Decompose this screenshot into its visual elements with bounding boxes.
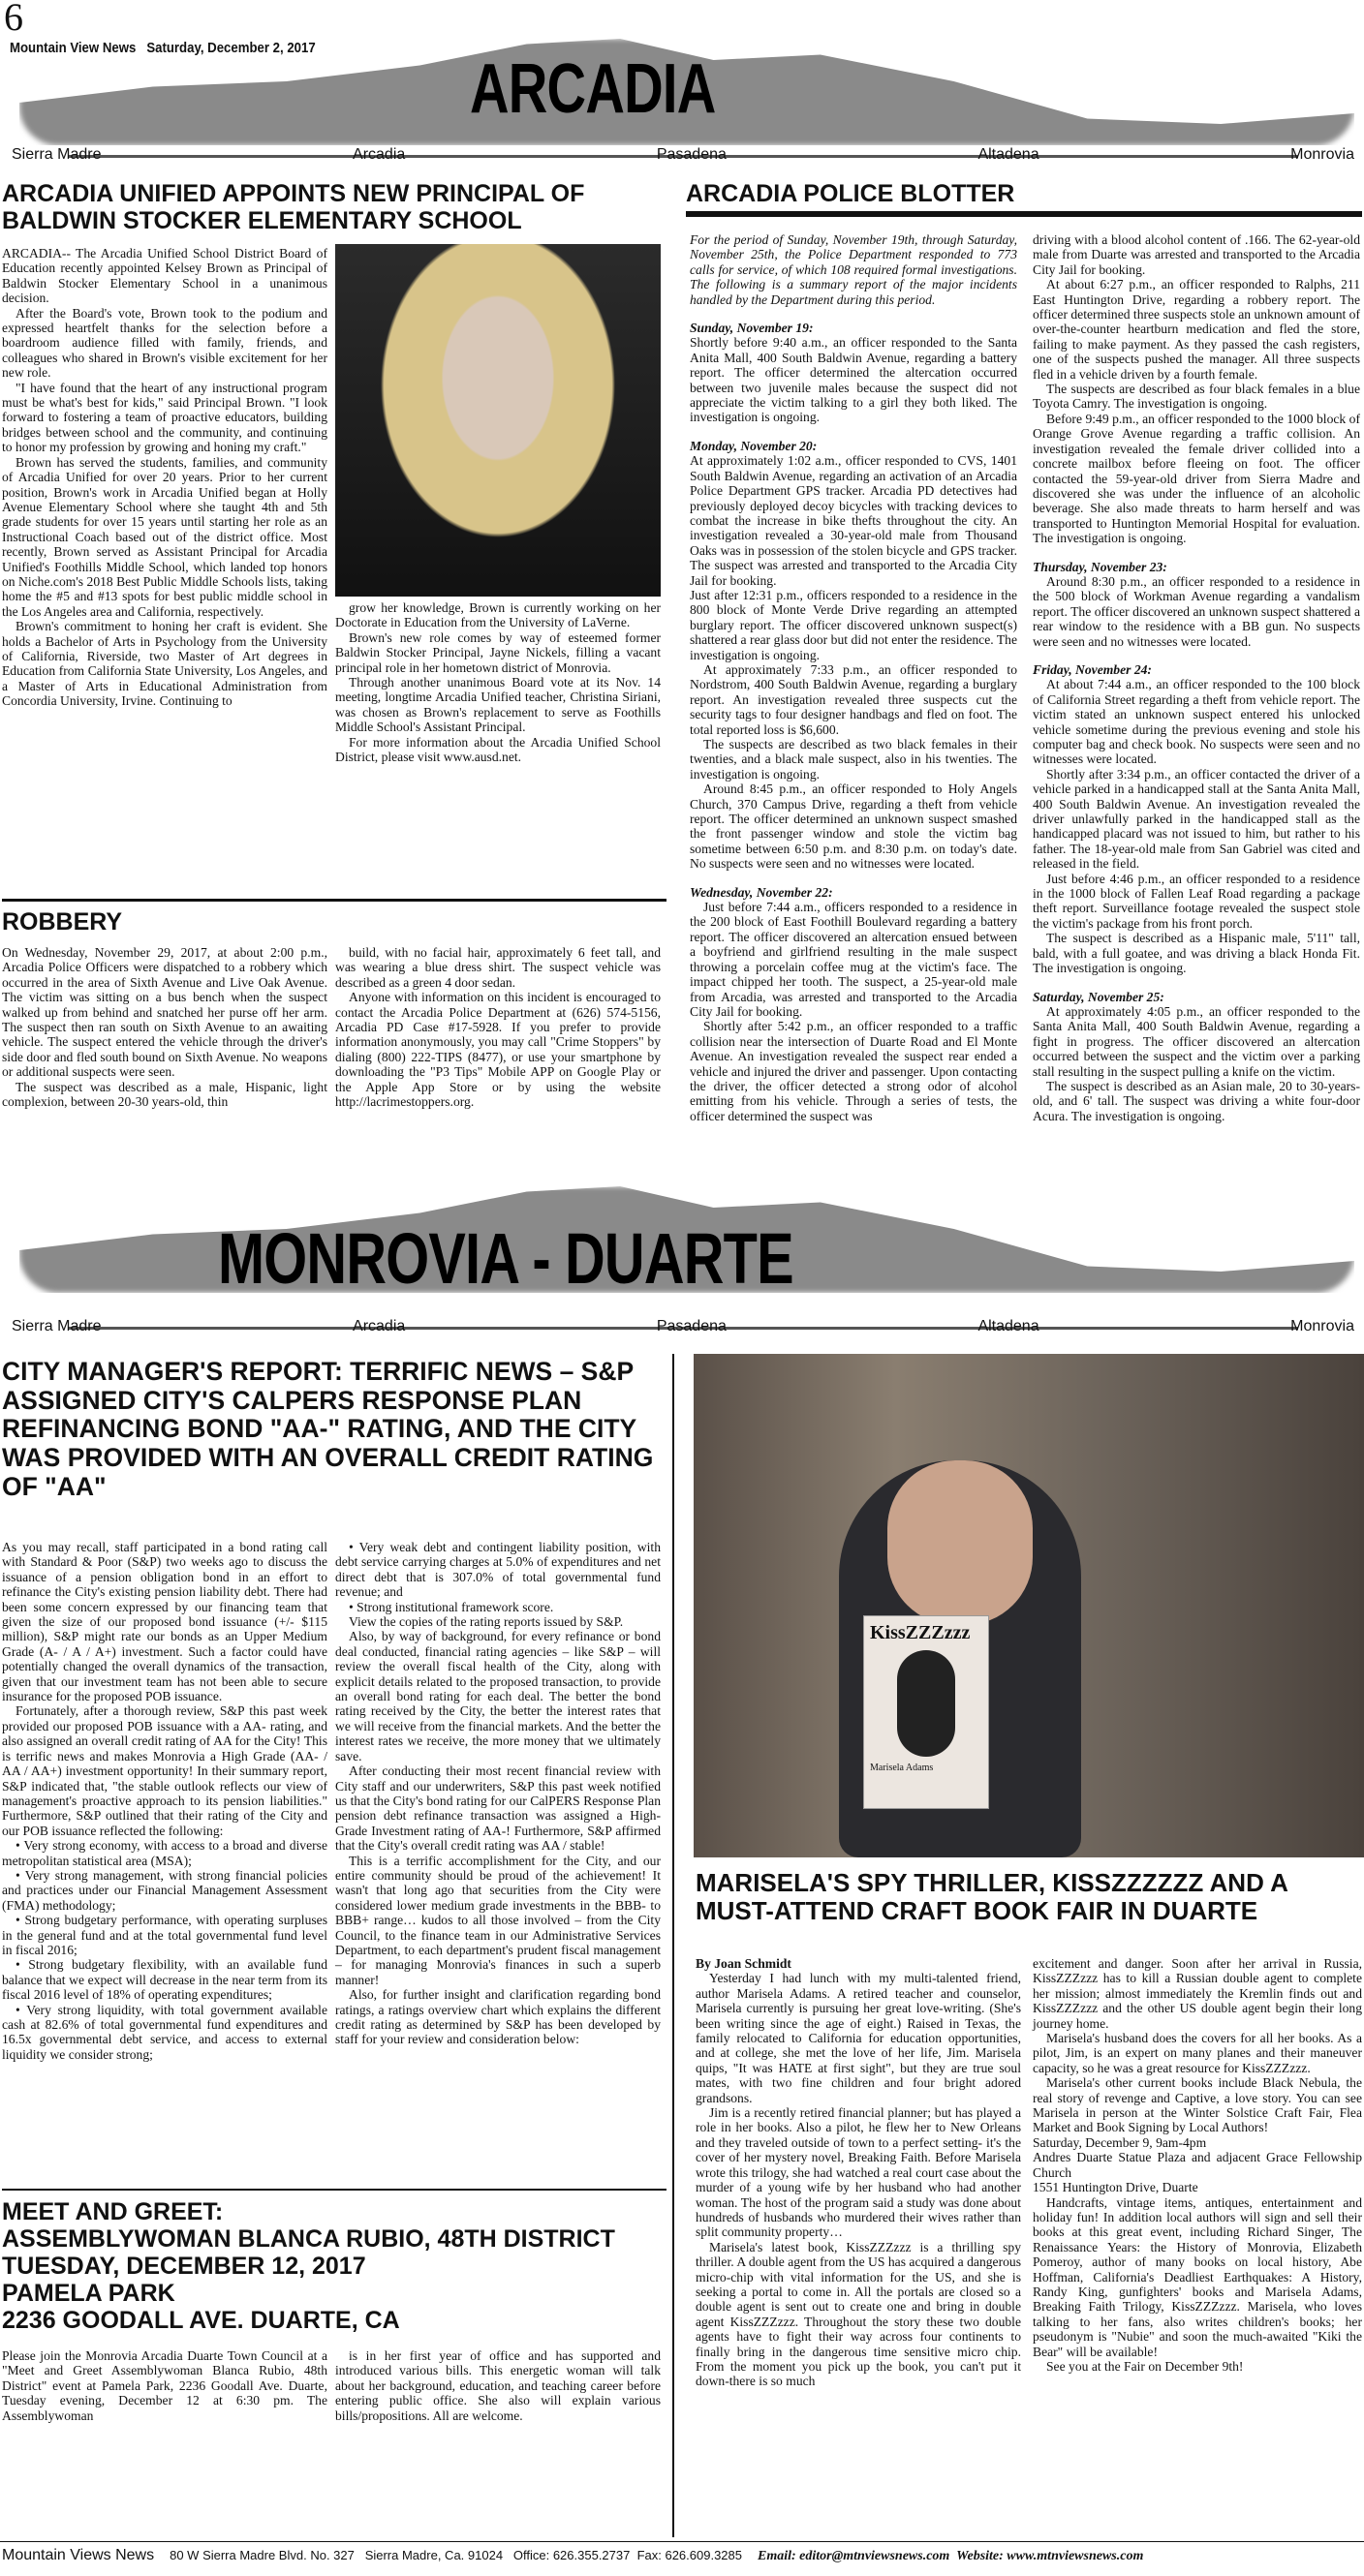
headline-line: 2236 GOODALL AVE. DUARTE, CA <box>2 2307 400 2334</box>
paragraph: The suspect is described as a Hispanic male, 5'11" tall, bald, with a full goatee, and was driving a black Honda Fit. The investigation is ongoing. <box>1033 931 1360 976</box>
paragraph: See you at the Fair on December 9th! <box>1046 2358 1244 2374</box>
principal-photo <box>335 244 661 597</box>
principal-col2 <box>335 600 661 764</box>
day-heading: Monday, November 20: <box>690 438 818 453</box>
headline-line: ASSEMBLYWOMAN BLANCA RUBIO, 48TH DISTRICT <box>2 2225 615 2253</box>
paragraph: build, with no facial hair, approximately 6 feet tall, and was wearing a blue dress shirt. The suspect vehicle was described as a green 4 door sedan. <box>335 945 661 990</box>
paragraph: Just before 7:44 a.m., officers responded to a residence in the 200 block of East Foothill Boulevard regarding a battery report. The officer discovered an altercation ensued between a boyfriend and girlfriend resulting in the male suspect throwing a porcelain coffee mug at the victim's face. The impact chipped her tooth. The suspect, a 25-year-old male from Arcadia, was arrested and transported to the Arcadia City Jail for booking. <box>690 900 1017 1019</box>
city-label: Pasadena <box>656 1318 727 1334</box>
paragraph: By Joan Schmidt <box>696 1956 791 1971</box>
paragraph: • Very strong management, with strong financial policies and practices under our Financial Management Assessment (FMA) methodology; <box>2 1867 327 1913</box>
paper-date: Mountain View News Saturday, December 2, 2017 <box>10 40 316 56</box>
paragraph: The suspects are described as four black females in a blue Toyota Camry. The investigation is ongoing. <box>1033 382 1360 412</box>
blotter-col2 <box>1033 232 1360 1123</box>
paragraph: Just before 4:46 p.m., an officer responded to a residence in the 1000 block of Fallen Leaf Road regarding a package theft report. Surveillance footage revealed the suspect stole the victim's package from his front porch. <box>1033 871 1360 931</box>
book-cover-face <box>897 1650 955 1757</box>
paragraph: Marisela's latest book, KissZZZzzz is a thrilling spy thriller. A double agent from the US has acquired a dangerous micro-chip with vital information for the US, and she is seeking a portal to come in. All the portals are closed so a double agent is sent out to create one and bring in double agent KissZZZzzz. Throughout the story these two double agents have to fight their way across four continents to finally bring in the dangerous time sensitive micro chip. From the moment you pick up the book, you can't put it down-there is so much <box>696 2239 1021 2389</box>
paragraph: Around 8:30 p.m., an officer responded to a residence in the 500 block of Workman Avenue regarding a vandalism report. The officer discovered an unknown suspect shattered a rear window to the residence with a BB gun. No suspects were seen and no witnesses were located. <box>1033 573 1360 649</box>
divider <box>2 2189 666 2191</box>
paragraph: ARCADIA-- The Arcadia Unified School District Board of Education recently appointed Kelsey Brown as Principal of Baldwin Stocker Elementary School in a unanimous decision. <box>2 246 327 306</box>
paragraph: Marisela's husband does the covers for all her books. As a pilot, Jim, is an expert on many planes and their maneuver capacity, so he was a great resource for KissZZZzzz. <box>1033 2031 1362 2075</box>
paragraph: Anyone with information on this incident is encouraged to contact the Arcadia Police Department at (626) 574-5156, Arcadia PD Case #17-5928. If you prefer to provide information anonymously, you may call "Crime Stoppers" by dialing (800) 222-TIPS (8477), or use your smartphone by downloading the "P3 Tips" Mobile APP on Google Play or the Apple App Store or by using the website http://lacrimestoppers.org. <box>335 990 661 1110</box>
paragraph: • Very strong liquidity, with total government available cash at 82.6% of total governmental fund expenditures and 16.5x governmental debt service, and access to external liquidity we consider strong; <box>2 2002 327 2062</box>
paragraph: 1551 Huntington Drive, Duarte <box>1033 2180 1198 2195</box>
marisela-col1 <box>696 1956 1021 2389</box>
city-line <box>10 1317 1356 1336</box>
paragraph: This is a terrific accomplishment for the City, and our entire community should be proud of the achievement! It wasn't that long ago that securities from the City were considered lower medium grade investments in the BBB- to BBB+ range… kudos to all those involved – from the City Council, to the finance team in our Administrative Services Department, to each department's prudent fiscal management – for managing Monrovia's finances in such a superb manner! <box>335 1853 661 1987</box>
book-author: Marisela Adams <box>870 1763 934 1773</box>
section-title: MONROVIA - DUARTE <box>218 1218 793 1299</box>
paragraph: Please join the Monrovia Arcadia Duarte Town Council at a "Meet and Greet Assemblywoman Blanca Rubio, 48th District" event at Pamela Park, 2236 Goodall Ave. Duarte, Tuesday evening, December 12 at 6:30 pm. The Assemblywoman <box>2 2348 327 2423</box>
city-label: Sierra Madre <box>12 146 102 163</box>
headline-line: TUESDAY, DECEMBER 12, 2017 <box>2 2253 366 2280</box>
paragraph: Handcrafts, vintage items, antiques, entertainment and holiday fun! In addition local authors will sign and sell their books at this great event, including Richard Singer, The Renaissance Years: the History of Monrovia, Elizabeth Pomeroy, author of many books on local history, Abe Hoffman, California's Deadliest Earthquakes: A History, Randy King, gunfighters' books and Marisela Adams, Breaking Faith Trilogy, KissZZZzzz. Marisela, who loves talking to her fans, also writes children's books; her pseudonym is "Nubie" and soon the much-awaited "Kiki the Bear" will be available! <box>1033 2194 1362 2359</box>
city-manager-col1 <box>2 1540 327 2062</box>
monrovia-duarte-masthead <box>0 1167 1364 1351</box>
city-label: Sierra Madre <box>12 1318 102 1334</box>
paragraph: Shortly after 5:42 p.m., an officer responded to a traffic collision near the intersection of Duarte Road and El Monte Avenue. An investigation revealed the suspect rear ended a vehicle and injured the driver and passenger. Upon contacting the driver, the officer detected a strong odor of alcohol emitting from his vehicle. Through a series of tests, the officer determined the suspect was <box>690 1019 1017 1123</box>
paragraph: • Very weak debt and contingent liability position, with debt service carrying charges at 5.0% of expenditures and net direct debt that is 307.0% of total governmental fund revenue; and <box>335 1540 661 1600</box>
paragraph: The suspects are described as two black females in their twenties, and a black male suspect, also in his twenties. The investigation is ongoing. <box>690 737 1017 782</box>
city-label: Pasadena <box>656 146 727 163</box>
robbery-col2 <box>335 945 661 1109</box>
paragraph: grow her knowledge, Brown is currently working on her Doctorate in Education from the University of LaVerne. <box>335 600 661 630</box>
paragraph: For more information about the Arcadia Unified School District, please visit www.ausd.net. <box>335 734 661 765</box>
paragraph: After the Board's vote, Brown took to the podium and expressed heartfelt thanks for the selection before a boardroom audience filled with family, friends, and colleagues who shared in Brown's visible excitement for her new role. <box>2 305 327 381</box>
paragraph: Jim is a recently retired financial planner; but has played a role in her books. Also a pilot, he flew her to New Orleans and they traveled outside of town to a perfect setting- it's the cover of her mystery novel, Breaking Faith. Before Marisela wrote this trilogy, she had watched a real court case about the murder of a young wife by her husband who had another woman. The host of the program said a study was done about hundreds of husbands who murdered their wives rather than split community property… <box>696 2105 1021 2240</box>
paragraph: Around 8:45 p.m., an officer responded to Holy Angels Church, 370 Campus Drive, regarding a theft from vehicle report. The officer determined an unknown suspect smashed the front passenger window and stole the victim bag sometime between 6:50 p.m. and 8:30 p.m. on today's date. No suspects were seen and no witnesses were located. <box>690 782 1017 872</box>
paragraph: Marisela's other current books include Black Nebula, the real story of revenge and Captive, a love story. You can see Marisela in person at the Winter Solstice Craft Fair, Flea Market and Book Signing by Local Authors! <box>1033 2075 1362 2135</box>
robbery-col1 <box>2 945 327 1109</box>
paragraph: Also, for further insight and clarification regarding bond ratings, a ratings overview chart which explains the different credit rating as determined by S&P has been developed by staff for your review and consideration below: <box>335 1987 661 2047</box>
city-manager-col2 <box>335 1540 661 2047</box>
paragraph: Just after 12:31 p.m., officers responded to a residence in the 800 block of Monte Verde Drive regarding an attempted burglary report. The officer discovered unknown suspect(s) shattered a rear glass door but did not enter the residence. The investigation is ongoing. <box>690 587 1017 662</box>
arcadia-masthead <box>0 0 1364 194</box>
city-label: Altadena <box>977 1318 1039 1334</box>
city-label: Arcadia <box>353 146 406 163</box>
paragraph: • Strong institutional framework score. <box>349 1599 554 1614</box>
footer-contact[interactable]: Email: editor@mtnviewsnews.com Website: www.mtnviewsnews.com <box>758 2549 1144 2563</box>
paragraph: Yesterday I had lunch with my multi-talented friend, author Marisela Adams. A retired teacher and counselor, Marisela currently is pursuing her great love-writing. (She's been writing since the age of eight.) Raised in Texas, the family relocated to California for education opportunities, and at college, she met the love of her life, Jim. Marisela quips, "It was HATE at first sight", but they are true soul mates, with two fine children and four bright adored grandsons. <box>696 1971 1021 2105</box>
book-cover <box>863 1615 989 1809</box>
day-heading: Friday, November 24: <box>1033 661 1152 677</box>
city-label: Arcadia <box>353 1318 406 1334</box>
principal-col1 <box>2 246 327 709</box>
paragraph: • Strong budgetary performance, with operating surpluses in the general fund and at the total governmental fund level in fiscal 2016; <box>2 1913 327 1957</box>
city-manager-headline: CITY MANAGER'S REPORT: TERRIFIC NEWS – S&P ASSIGNED CITY'S CALPERS RESPONSE PLAN REFINANCING BOND "AA-" RATING, AND THE CITY WAS PROVIDED WITH AN OVERALL CREDIT RATING OF "AA" <box>2 1357 654 1501</box>
paragraph: At approximately 4:05 p.m., an officer responded to the Santa Anita Mall, 400 South Baldwin Avenue, regarding a fight in progress. The officer discovered an altercation occurred between the suspect and the victim over a parking stall resulting in the suspect pulling a knife on the victim. <box>1033 1003 1360 1079</box>
day-heading: Wednesday, November 22: <box>690 884 833 900</box>
paragraph: As you may recall, staff participated in a bond rating call with Standard & Poor (S&P) two weeks ago to discuss the issuance of a pension obligation bond in an effort to refinance the City's existing pension liability debt. There had been some concern expressed by our financing team that given the size of our proposed bond issuance (+/- $115 million), S&P might rate our bonds as an Upper Medium Grade (A- / A / A+) investment. Such a factor could have potentially changed the overall dynamics of the transaction, given that our investment team has not been able to secure insurance for the proposed POB issuance. <box>2 1540 327 1704</box>
paragraph: At about 7:44 a.m., an officer responded to the 100 block of California Street regarding a theft from vehicle report. The victim stated an unknown suspect entered his unlocked vehicle sometime during the previous evening and stole his computer bag and check book. No suspects were seen and no witnesses were located. <box>1033 677 1360 767</box>
meet-col1 <box>2 2348 327 2423</box>
paragraph: Brown has served the students, families, and community of Arcadia Unified for over 20 years. Prior to her current position, Brown's work in Arcadia Unified began at Holly Avenue Elementary School where she taught 4th and 5th grade students for over 15 years until starting her role as an Instructional Coach based out of the district office. Most recently, Brown served as Assistant Principal for Arcadia Unified's Foothills Middle School, which landed top honors on Niche.com's 2018 Best Public Middle Schools lists, taking home the #5 and #13 spots for best public middle school in the Los Angeles area and California, respectively. <box>2 454 327 619</box>
paragraph: Shortly after 3:34 p.m., an officer contacted the driver of a vehicle parked in a handicapped stall at the Santa Anita Mall, 400 South Baldwin Avenue. An investigation revealed the driver unlawfully parked in the handicapped stall as the handicapped placard was not issued to him, but rather to his father. The 18-year-old male from San Gabriel was cited and released in the field. <box>1033 766 1360 872</box>
paragraph: At approximately 1:02 a.m., officer responded to CVS, 1401 South Baldwin Avenue, regarding an activation of an Arcadia Police Department GPS tracker. Arcadia PD detectives had previously deployed decoy bicycles with tracking devices to combat the increase in bike thefts throughout the city. An investigation revealed a 30-year-old male from Thousand Oaks was in possession of the stolen bicycle and GPS tracker. The suspect was arrested and transported to the Arcadia City Jail for booking. <box>690 453 1017 588</box>
paragraph: • Strong budgetary flexibility, with an available fund balance that we expect will decrease in the near term from its fiscal 2016 level of 18% of operating expenditures; <box>2 1957 327 2003</box>
paragraph: At about 6:27 p.m., an officer responded to Ralphs, 211 East Huntington Drive, regarding a robbery report. The officer determined three suspects stole an unknown amount of over-the-counter heartburn medication and fled the store, failing to make payment. As they passed the cash registers, one of the suspects pushed the manager. All three suspects fled in a vehicle driven by a fourth female. <box>1033 277 1360 382</box>
paragraph: Brown's new role comes by way of esteemed former Baldwin Stocker Principal, Jayne Nickels, filling a vacant principal role in her hometown district of Monrovia. <box>335 629 661 675</box>
robbery-headline: ROBBERY <box>2 908 123 935</box>
blotter-headline: ARCADIA POLICE BLOTTER <box>686 180 1015 207</box>
marisela-col2 <box>1033 1956 1362 2374</box>
day-heading: Saturday, November 25: <box>1033 989 1164 1004</box>
paragraph: After conducting their most recent financial review with City staff and our underwriters, S&P this past week notified us that the City's bond rating for our CalPERS Response Plan pension debt refinance transaction was assigned a High-Grade Investment rating of AA-! Furthermore, S&P affirmed that the City's overall credit rating was AA / stable! <box>335 1763 661 1854</box>
city-line <box>10 145 1356 165</box>
paragraph: On Wednesday, November 29, 2017, at about 2:00 p.m., Arcadia Police Officers were dispatched to a robbery which occurred in the area of Sixth Avenue and Live Oak Avenue. The victim was sitting on a bus bench when the suspect walked up from behind and snatched her purse off her arm. The suspect then ran south on Sixth Avenue to an awaiting vehicle. The suspect entered the vehicle through the driver's side door and fled south bound on Sixth Avenue. No weapons or additional suspects were seen. <box>2 945 327 1080</box>
person-face <box>887 1460 1033 1625</box>
section-title: ARCADIA <box>470 50 716 128</box>
column-divider <box>672 1354 674 2537</box>
headline-line: MEET AND GREET: <box>2 2198 224 2225</box>
divider <box>686 211 1362 217</box>
divider <box>0 2541 1364 2542</box>
paragraph: excitement and danger. Soon after her arrival in Russia, KissZZZzzz has to kill a Russian double agent to complete her mission; almost immediately the Kremlin finds out and KissZZZzzz and the other US double agent begin their long journey home. <box>1033 1956 1362 2031</box>
paragraph: Brown's commitment to honing her craft is evident. She holds a Bachelor of Arts in Psychology from the University of California, Riverside, two Master of Art degrees in Education from California State University, Los Angeles, and a Master of Arts in Educational Administration from Concordia University, Irvine. Continuing to <box>2 619 327 709</box>
book-title: KissZZZzzz <box>870 1622 971 1643</box>
paragraph: For the period of Sunday, November 19th, through Saturday, November 25th, the Police Department responded to 773 calls for service, of which 108 required formal investigations. The following is a summary report of the major incidents handled by the Department during this period. <box>690 232 1017 307</box>
day-heading: Thursday, November 23: <box>1033 559 1167 574</box>
footer-name: Mountain Views News <box>2 2547 155 2563</box>
paragraph: • Very strong economy, with access to a broad and diverse metropolitan statistical area (MSA); <box>2 1838 327 1868</box>
paragraph: driving with a blood alcohol content of .166. The 62-year-old male from Duarte was arrested and transported to the Arcadia City Jail for booking. <box>1033 232 1360 277</box>
blotter-col1 <box>690 232 1017 1123</box>
paragraph: Through another unanimous Board vote at its Nov. 14 meeting, longtime Arcadia Unified teacher, Christina Siriani, was chosen as Brown's replacement to serve as Foothills Middle School's Assistant Principal. <box>335 675 661 735</box>
marisela-headline: MARISELA'S SPY THRILLER, KISSZZZZZZ AND A MUST-ATTEND CRAFT BOOK FAIR IN DUARTE <box>696 1868 1287 1926</box>
footer-address: 80 W Sierra Madre Blvd. No. 327 Sierra Madre, Ca. 91024 Office: 626.355.2737 Fax: 626.609.3285 <box>170 2548 742 2562</box>
paragraph: The suspect was described as a male, Hispanic, light complexion, between 20-30 years-old, thin <box>2 1079 327 1110</box>
footer <box>2 2547 1362 2564</box>
paragraph: At approximately 7:33 p.m., an officer responded to Nordstrom, 400 South Baldwin Avenue, regarding a burglary report. An investigation revealed three suspects cut the security tags to four designer handbags and fled on foot. The total reported loss is $6,600. <box>690 661 1017 737</box>
day-heading: Sunday, November 19: <box>690 321 814 336</box>
paragraph: Also, by way of background, for every refinance or bond deal conducted, financial rating agencies – like S&P – will review the overall fiscal health of the City, along with explicit details related to the proposed transaction, to provide an overall bond rating for each deal. The better the bond rating received by the City, the better the interest rates that we will receive from the financial markets. And the better the interest rates we receive, the more money that we ultimately save. <box>335 1629 661 1763</box>
principal-headline: ARCADIA UNIFIED APPOINTS NEW PRINCIPAL OF BALDWIN STOCKER ELEMENTARY SCHOOL <box>2 180 585 234</box>
paragraph: View the copies of the rating reports issued by S&P. <box>349 1614 624 1630</box>
paragraph: Shortly before 9:40 a.m., an officer responded to the Santa Anita Mall, 400 South Baldwin Avenue, regarding a battery report. The officer determined the altercation occurred between two juvenile males because the suspect did not appreciate the victim talking to a girl they both liked. The investigation is ongoing. <box>690 335 1017 425</box>
headline-line: PAMELA PARK <box>2 2280 175 2307</box>
paragraph: Before 9:49 p.m., an officer responded to the 1000 block of Orange Grove Avenue regarding a traffic collision. An investigation revealed the female driver collided into a concrete mailbox before fleeing on foot. The officer contacted the 59-year-old driver from Sierra Madre and discovered she was under the influence of an alcoholic beverage. She also made threats to harm herself and was transported to Huntington Memorial Hospital for evaluation. The investigation is ongoing. <box>1033 411 1360 546</box>
meet-col2 <box>335 2348 661 2423</box>
marisela-photo <box>694 1354 1364 1857</box>
paragraph: Saturday, December 9, 9am-4pm <box>1033 2134 1207 2150</box>
paragraph: "I have found that the heart of any instructional program must be what's best for kids," said Principal Brown. "I look forward to fostering a team of proactive educators, building bridges between school and the community, and continuing to honor my profession by growing and honing my craft." <box>2 380 327 455</box>
meet-headline <box>2 2198 670 2334</box>
page-number: 6 <box>4 0 23 39</box>
city-label: Monrovia <box>1290 1318 1354 1334</box>
city-label: Altadena <box>977 146 1039 163</box>
paragraph: Andres Duarte Statue Plaza and adjacent Grace Fellowship Church <box>1033 2150 1362 2180</box>
city-label: Monrovia <box>1290 146 1354 163</box>
paragraph: is in her first year of office and has supported and introduced various bills. This energetic woman will talk about her background, education, and teaching career before entering public office. She also will explain various bills/propositions. All are welcome. <box>335 2348 661 2423</box>
paragraph: Fortunately, after a thorough review, S&P this past week provided our proposed POB issuance with a AA- rating, and also assigned an overall credit rating of AA for the City! This is terrific news and makes Monrovia a High Grade (AA- / AA / AA+) investment opportunity! In their summary report, S&P indicated that, "the stable outlook reflects our view of management's proactive approach to its pension liabilities." Furthermore, S&P outlined that their rating of the City and our POB issuance reflected the following: <box>2 1703 327 1838</box>
divider <box>2 899 666 902</box>
paragraph: The suspect is described as an Asian male, 20 to 30-years-old, and 6' tall. The suspect was driving a white four-door Acura. The investigation is ongoing. <box>1033 1078 1360 1123</box>
